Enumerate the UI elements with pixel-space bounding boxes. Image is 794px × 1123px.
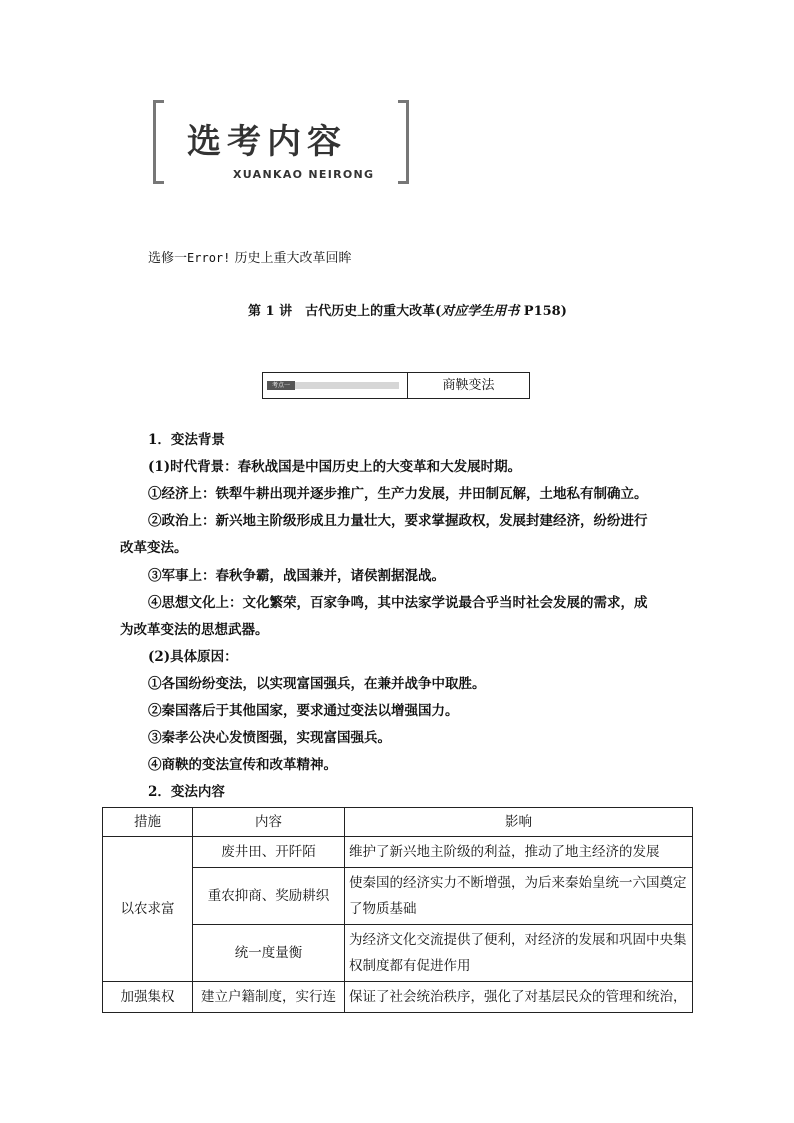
measure-cell: 以农求富 [103, 837, 193, 982]
topic-tag-bar [267, 382, 399, 389]
paragraph: ③军事上：春秋争霸，战国兼并，诸侯割据混战。 [148, 568, 445, 584]
section-heading-content: 2．变法内容 [148, 784, 225, 800]
paragraph: ③秦孝公决心发愤图强，实现富国强兵。 [148, 730, 391, 746]
table-header-row [103, 808, 693, 837]
section-heading-background: 1．变法背景 [148, 432, 225, 448]
banner-subtitle: XUANKAO NEIRONG [233, 168, 375, 181]
paragraph: ④商鞅的变法宣传和改革精神。 [148, 757, 337, 773]
content-cell: 重农抑商、奖励耕织 [193, 868, 345, 925]
effect-cell: 保证了社会统治秩序，强化了对基层民众的管理和统治， [345, 982, 693, 1013]
section-banner [153, 100, 409, 184]
left-bracket [153, 100, 164, 184]
module-error-text: Error! [187, 251, 231, 265]
reform-table [102, 807, 693, 1013]
right-bracket [398, 100, 409, 184]
topic-box [262, 372, 530, 399]
lesson-reference: 对应学生用书 [441, 304, 520, 319]
lesson-title-text: 第 1 讲 古代历史上的重大改革( [248, 304, 442, 319]
lesson-page: P158) [519, 304, 567, 319]
paragraph: ①经济上：铁犁牛耕出现并逐步推广，生产力发展，井田制瓦解，土地私有制确立。 [148, 486, 648, 502]
table-row [103, 982, 693, 1013]
effect-cell: 为经济文化交流提供了便利，对经济的发展和巩固中央集权制度都有促进作用 [345, 925, 693, 982]
paragraph: (1)时代背景：春秋战国是中国历史上的大变革和大发展时期。 [148, 459, 522, 475]
paragraph: 为改革变法的思想武器。 [120, 622, 269, 638]
header-measure: 措施 [103, 808, 193, 837]
paragraph: ①各国纷纷变法，以实现富国强兵，在兼并战争中取胜。 [148, 676, 486, 692]
table-row [103, 837, 693, 868]
paragraph: ④思想文化上：文化繁荣，百家争鸣，其中法家学说最合乎当时社会发展的需求，成 [148, 595, 648, 611]
header-effect: 影响 [345, 808, 693, 837]
topic-tag-label: 考点一 [267, 381, 295, 390]
header-content: 内容 [193, 808, 345, 837]
topic-name: 商鞅变法 [442, 378, 495, 393]
paragraph: 改革变法。 [120, 540, 188, 556]
content-cell: 建立户籍制度，实行连 [193, 982, 345, 1013]
paragraph: ②政治上：新兴地主阶级形成且力量壮大，要求掌握政权，发展封建经济，纷纷进行 [148, 513, 648, 529]
content-cell: 废井田、开阡陌 [193, 837, 345, 868]
effect-cell: 使秦国的经济实力不断增强，为后来秦始皇统一六国奠定了物质基础 [345, 868, 693, 925]
paragraph: (2)具体原因： [148, 649, 238, 665]
module-prefix: 选修一 [148, 251, 188, 266]
lesson-title [248, 300, 567, 319]
module-title [148, 247, 352, 266]
measure-cell: 加强集权 [103, 982, 193, 1013]
paragraph: ②秦国落后于其他国家，要求通过变法以增强国力。 [148, 703, 459, 719]
topic-tag-cell [263, 373, 408, 398]
content-cell: 统一度量衡 [193, 925, 345, 982]
module-suffix: 历史上重大改革回眸 [230, 251, 352, 266]
effect-cell: 维护了新兴地主阶级的利益，推动了地主经济的发展 [345, 837, 693, 868]
banner-title: 选考内容 [187, 122, 347, 162]
